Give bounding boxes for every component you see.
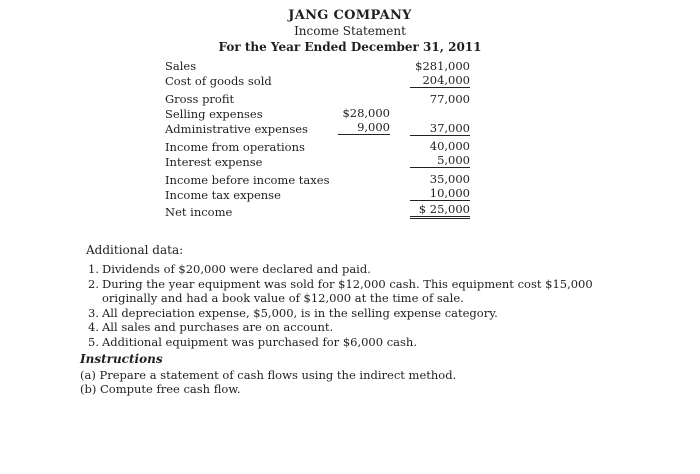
list-item: 3. All depreciation expense, $5,000, is in the selling expense category.	[88, 306, 498, 320]
income-before-taxes-amount: 35,000	[429, 172, 470, 186]
admin-expenses-label: Administrative expenses	[165, 122, 308, 136]
income-tax-amount: 10,000	[410, 187, 470, 201]
additional-data-heading: Additional data:	[86, 243, 184, 257]
income-tax-label: Income tax expense	[165, 188, 281, 202]
income-before-taxes-label: Income before income taxes	[165, 173, 330, 187]
statement-type: Income Statement	[294, 24, 406, 38]
list-item: 2. During the year equipment was sold for $12,000 cash. This equipment cost $15,000	[88, 277, 593, 291]
sales-label: Sales	[165, 59, 197, 73]
gross-profit-amount: 77,000	[429, 92, 470, 106]
sales-amount: $281,000	[415, 59, 470, 73]
company-name: JANG COMPANY	[288, 8, 412, 23]
gross-profit-label: Gross profit	[165, 92, 235, 106]
list-item: 1. Dividends of $20,000 were declared and paid.	[88, 262, 371, 276]
selling-expenses-label: Selling expenses	[165, 107, 263, 121]
net-income-amount: $ 25,000	[410, 203, 470, 219]
admin-expenses-amount: 9,000	[338, 121, 390, 135]
interest-expense-label: Interest expense	[165, 155, 263, 169]
selling-expenses-amount: $28,000	[342, 106, 390, 120]
cogs-amount: 204,000	[410, 74, 470, 88]
net-income-label: Net income	[165, 205, 233, 219]
instruction-b: (b) Compute free cash flow.	[80, 382, 241, 396]
instruction-a: (a) Prepare a statement of cash flows using the indirect method.	[80, 368, 457, 382]
statement-period: For the Year Ended December 31, 2011	[218, 40, 482, 54]
instructions-heading: Instructions	[80, 352, 163, 366]
interest-expense-amount: 5,000	[410, 154, 470, 168]
cogs-label: Cost of goods sold	[165, 74, 272, 88]
income-operations-label: Income from operations	[165, 140, 305, 154]
list-item: 5. Additional equipment was purchased for $6,000 cash.	[88, 335, 417, 349]
list-item: 4. All sales and purchases are on account.	[88, 320, 334, 334]
total-expenses-amount: 37,000	[410, 122, 470, 136]
income-operations-amount: 40,000	[429, 139, 470, 153]
list-item-continuation: originally and had a book value of $12,000 at the time of sale.	[102, 291, 464, 305]
